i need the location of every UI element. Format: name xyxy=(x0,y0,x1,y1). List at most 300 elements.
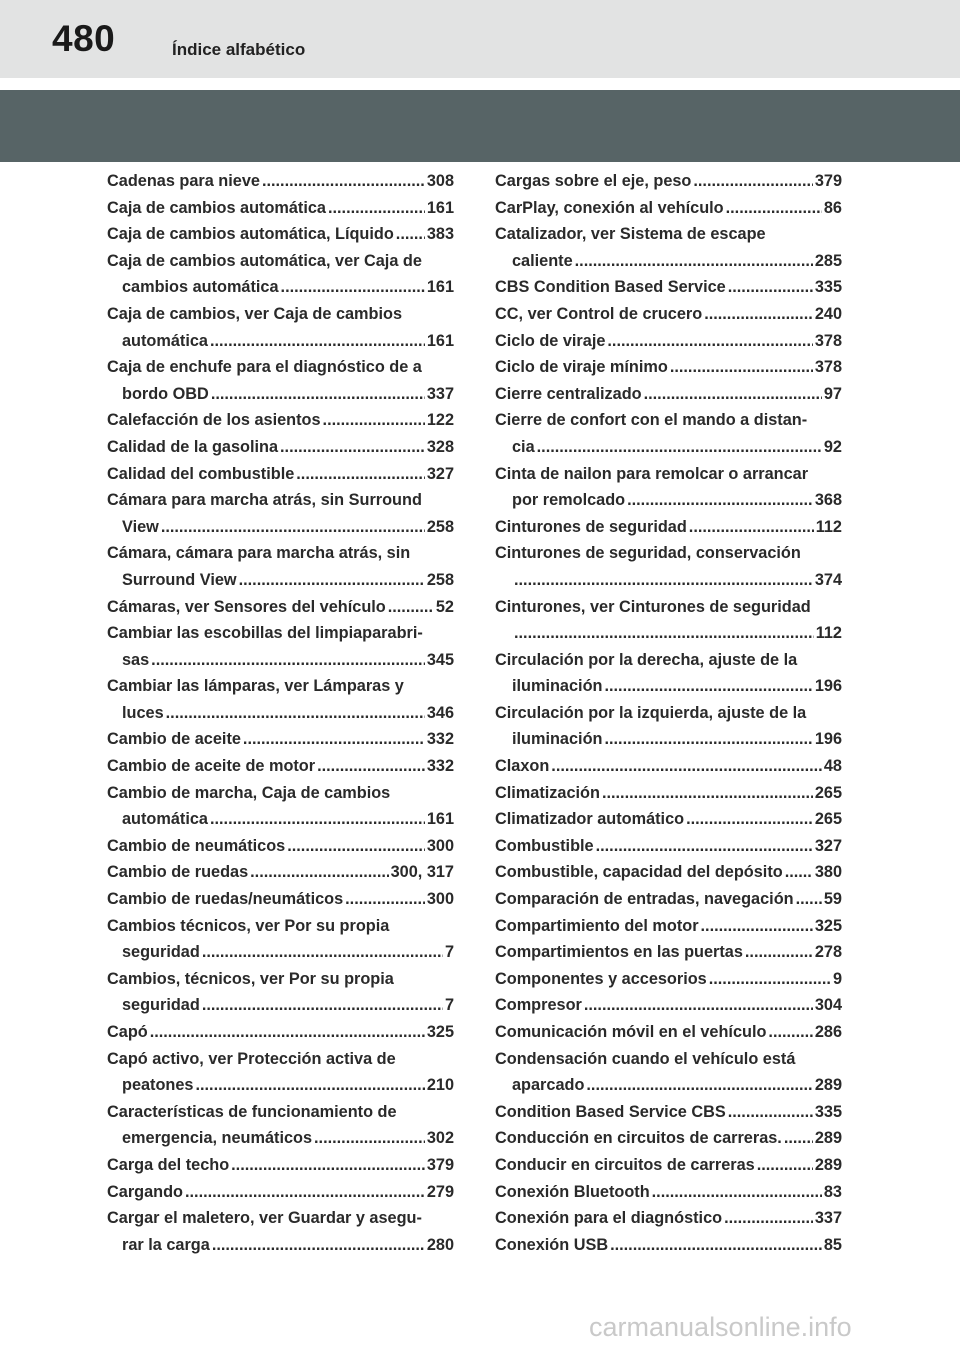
index-entry xyxy=(107,195,454,222)
index-entry-page: 302 xyxy=(426,1129,454,1148)
index-entry-page: 346 xyxy=(426,703,454,722)
index-entry-text: cambios automática xyxy=(122,278,279,297)
leader-dots xyxy=(644,381,822,408)
index-entry-line-with-page xyxy=(107,1152,454,1179)
leader-dots xyxy=(728,1099,813,1126)
index-entry-text: Cambio de aceite xyxy=(107,730,241,749)
index-entry-line-with-page xyxy=(495,1072,842,1099)
index-entry-page: 59 xyxy=(823,890,842,909)
index-entry-line-with-page xyxy=(495,1125,842,1152)
index-column-right xyxy=(495,168,842,1258)
index-entry-line xyxy=(495,540,842,567)
index-entry xyxy=(495,514,842,541)
index-entry-text: seguridad xyxy=(122,943,200,962)
index-entry-line-with-page xyxy=(495,780,842,807)
index-entry-line-with-page xyxy=(107,700,454,727)
index-entry-page: 85 xyxy=(823,1235,842,1254)
index-entry-line-with-page xyxy=(107,221,454,248)
index-entry-line-with-page xyxy=(495,992,842,1019)
index-entry-line-with-page xyxy=(107,381,454,408)
index-entry xyxy=(107,487,454,540)
leader-dots xyxy=(575,248,813,275)
leader-dots xyxy=(670,354,813,381)
index-entry-line-with-page xyxy=(495,354,842,381)
index-entry-line-with-page xyxy=(107,514,454,541)
leader-dots xyxy=(514,620,814,647)
index-entry xyxy=(495,301,842,328)
page-number: 480 xyxy=(52,18,116,59)
index-entry-line-with-page xyxy=(107,992,454,1019)
index-entry-page: 328 xyxy=(426,437,454,456)
index-entry-text: iluminación xyxy=(512,730,603,749)
index-entry-text: Cambio de ruedas xyxy=(107,863,249,882)
index-entry-line-with-page xyxy=(495,487,842,514)
index-entry-line xyxy=(495,594,842,621)
leader-dots xyxy=(689,514,814,541)
index-entry xyxy=(107,434,454,461)
index-entry-line-with-page xyxy=(495,301,842,328)
index-entry xyxy=(495,913,842,940)
index-entry-page: 161 xyxy=(426,331,454,350)
index-entry xyxy=(495,780,842,807)
index-entry-text: Cierre centralizado xyxy=(495,384,642,403)
index-entry-line-with-page xyxy=(495,1019,842,1046)
index-entry-line-with-page xyxy=(495,1179,842,1206)
index-entry-page: 325 xyxy=(814,916,842,935)
index-entry-page: 196 xyxy=(814,677,842,696)
index-entry-text: peatones xyxy=(122,1076,194,1095)
index-entry-page: 332 xyxy=(426,730,454,749)
index-entry xyxy=(495,833,842,860)
index-entry-line-with-page xyxy=(107,726,454,753)
index-entry xyxy=(495,1205,842,1232)
index-entry-text: Conexión USB xyxy=(495,1235,609,1254)
leader-dots xyxy=(195,1072,424,1099)
index-entry-page: 83 xyxy=(823,1182,842,1201)
index-entry-text: Cámara, cámara para marcha atrás, sin xyxy=(107,544,411,563)
index-entry-page: 337 xyxy=(426,384,454,403)
leader-dots xyxy=(728,274,813,301)
index-entry-line-with-page xyxy=(495,913,842,940)
leader-dots xyxy=(396,221,425,248)
index-entry-page: 161 xyxy=(426,810,454,829)
index-entry xyxy=(495,1019,842,1046)
index-entry-page: 383 xyxy=(426,225,454,244)
index-entry-text: Cinturones de seguridad xyxy=(495,517,687,536)
leader-dots xyxy=(586,1072,812,1099)
leader-dots xyxy=(296,461,425,488)
index-entry xyxy=(107,1205,454,1258)
index-entry-page: 9 xyxy=(832,969,842,988)
leader-dots xyxy=(210,806,425,833)
index-entry-page: 112 xyxy=(815,624,842,643)
leader-dots xyxy=(280,434,425,461)
index-entry xyxy=(107,726,454,753)
index-entry-page: 378 xyxy=(814,331,842,350)
leader-dots xyxy=(151,647,425,674)
index-entry-text: Compartimientos en las puertas xyxy=(495,943,743,962)
index-entry-text: Carga del techo xyxy=(107,1155,230,1174)
index-entry-text: Conexión para el diagnóstico xyxy=(495,1209,723,1228)
index-entry-page: 289 xyxy=(814,1129,842,1148)
leader-dots xyxy=(161,514,425,541)
index-entry-line xyxy=(107,1205,454,1232)
index-entry-page: 48 xyxy=(823,757,842,776)
index-entry-text: Combustible xyxy=(495,836,594,855)
index-entry-page: 52 xyxy=(435,597,454,616)
index-entry-text: automática xyxy=(122,331,208,350)
index-entry-page: 335 xyxy=(814,1102,842,1121)
index-entry-line-with-page xyxy=(107,434,454,461)
index-entry-line-with-page xyxy=(107,753,454,780)
index-entry-text: Cambio de ruedas/neumáticos xyxy=(107,890,344,909)
index-entry xyxy=(495,354,842,381)
index-entry-page: 285 xyxy=(814,251,842,270)
index-entry-text: Cargando xyxy=(107,1182,183,1201)
leader-dots xyxy=(784,1125,813,1152)
index-entry-line-with-page xyxy=(495,195,842,222)
index-entry-line-with-page xyxy=(495,806,842,833)
index-entry-line-with-page xyxy=(495,1152,842,1179)
index-entry-line-with-page xyxy=(495,381,842,408)
index-entry-page: 258 xyxy=(426,570,454,589)
leader-dots xyxy=(287,833,425,860)
index-entry-text: Cinta de nailon para remolcar o arrancar xyxy=(495,464,809,483)
index-entry-text: Compartimiento del motor xyxy=(495,916,699,935)
leader-dots xyxy=(314,1125,425,1152)
index-entry-line-with-page xyxy=(107,859,454,886)
leader-dots xyxy=(150,1019,425,1046)
index-entry-line-with-page xyxy=(495,620,842,647)
index-entry-page: 278 xyxy=(814,943,842,962)
index-entry-line xyxy=(107,540,454,567)
index-entry xyxy=(495,1099,842,1126)
index-entry-text: Compresor xyxy=(495,996,582,1015)
index-entry-text: Ciclo de viraje mínimo xyxy=(495,358,668,377)
leader-dots xyxy=(610,1232,822,1259)
index-entry-page: 337 xyxy=(814,1209,842,1228)
index-entry-line-with-page xyxy=(495,248,842,275)
index-entry xyxy=(107,461,454,488)
index-entry xyxy=(495,168,842,195)
index-entry-page: 265 xyxy=(814,783,842,802)
index-entry-page: 327 xyxy=(814,836,842,855)
index-entry xyxy=(107,859,454,886)
index-entry-line xyxy=(107,301,454,328)
leader-dots xyxy=(768,1019,812,1046)
index-entry xyxy=(495,1232,842,1259)
index-entry xyxy=(495,753,842,780)
index-entry-line-with-page xyxy=(107,1179,454,1206)
index-entry-text: Cadenas para nieve xyxy=(107,172,260,190)
leader-dots xyxy=(652,1179,822,1206)
leader-dots xyxy=(345,886,425,913)
index-entry xyxy=(495,1046,842,1099)
index-entry-text: Cinturones, ver Cinturones de seguridad xyxy=(495,597,811,616)
leader-dots xyxy=(239,567,425,594)
index-entry-text: iluminación xyxy=(512,677,603,696)
index-entry-page: 86 xyxy=(823,198,842,217)
leader-dots xyxy=(604,726,812,753)
index-entry-line-with-page xyxy=(107,274,454,301)
index-entry xyxy=(495,700,842,753)
index-entry-line-with-page xyxy=(107,567,454,594)
index-entry-page: 240 xyxy=(814,304,842,323)
index-entry xyxy=(495,859,842,886)
index-entry-text: Calidad del combustible xyxy=(107,464,295,483)
leader-dots xyxy=(250,859,388,886)
index-entry xyxy=(107,753,454,780)
leader-dots xyxy=(166,700,425,727)
index-entry-text: Cargas sobre el eje, peso xyxy=(495,172,692,190)
page-title: Índice alfabético xyxy=(172,40,306,59)
index-entry xyxy=(107,540,454,593)
index-entry-line-with-page xyxy=(495,274,842,301)
index-entry-page: 7 xyxy=(444,996,454,1015)
index-entry-page: 335 xyxy=(814,278,842,297)
index-entry-line xyxy=(107,1099,454,1126)
index-entry-line-with-page xyxy=(107,195,454,222)
index-entry-page: 380 xyxy=(814,863,842,882)
index-entry-text: Circulación por la izquierda, ajuste de la xyxy=(495,703,807,722)
index-entry-text: cia xyxy=(512,437,535,456)
index-entry-page: 332 xyxy=(426,757,454,776)
index-entry-text: aparcado xyxy=(512,1076,585,1095)
index-entry xyxy=(107,301,454,354)
index-entry-page: 286 xyxy=(814,1023,842,1041)
index-entry-text: Conducción en circuitos de carreras. xyxy=(495,1129,782,1148)
index-entry-text: automática xyxy=(122,810,208,829)
index-entry-text: Caja de cambios automática, Líquido xyxy=(107,225,394,244)
leader-dots xyxy=(686,806,813,833)
leader-dots xyxy=(212,1232,425,1259)
leader-dots xyxy=(607,328,812,355)
index-entry-line-with-page xyxy=(107,833,454,860)
leader-dots xyxy=(388,594,434,621)
watermark: carmanualsonline.info xyxy=(589,1312,852,1342)
index-entry-text: Calefacción de los asientos xyxy=(107,411,321,430)
index-entry-text: Caja de enchufe para el diagnóstico de a xyxy=(107,358,422,377)
leader-dots xyxy=(514,567,813,594)
index-entry xyxy=(107,1099,454,1152)
index-entry-text: View xyxy=(122,517,159,536)
leader-dots xyxy=(231,1152,425,1179)
index-entry-page: 300 xyxy=(426,836,454,855)
index-entry-text: Cambios, técnicos, ver Por su propia xyxy=(107,969,394,988)
index-entry-text: Características de funcionamiento de xyxy=(107,1102,397,1121)
index-entry-line-with-page xyxy=(107,1125,454,1152)
index-entry-page: 374 xyxy=(814,570,842,589)
index-entry-text: Cambio de neumáticos xyxy=(107,836,286,855)
index-entry xyxy=(107,1179,454,1206)
index-entry xyxy=(107,594,454,621)
index-entry-text: Cinturones de seguridad, conservación xyxy=(495,544,801,563)
index-entry xyxy=(495,381,842,408)
index-entry-text: emergencia, neumáticos xyxy=(122,1129,313,1148)
index-entry-text: Surround View xyxy=(122,570,237,589)
index-entry-page: 7 xyxy=(444,943,454,962)
index-entry-line-with-page xyxy=(107,461,454,488)
index-entry-line xyxy=(495,647,842,674)
index-entry-text: bordo OBD xyxy=(122,384,209,403)
index-entry-page: 258 xyxy=(426,517,454,536)
index-entry-line-with-page xyxy=(495,886,842,913)
index-entry-line-with-page xyxy=(107,1072,454,1099)
index-entry-page: 368 xyxy=(814,491,842,510)
index-entry-line-with-page xyxy=(495,859,842,886)
leader-dots xyxy=(724,1205,813,1232)
index-entry-line xyxy=(107,780,454,807)
index-entry-text: Cambio de marcha, Caja de cambios xyxy=(107,783,391,802)
index-entry-text: Cámara para marcha atrás, sin Surround xyxy=(107,491,422,510)
index-column-left xyxy=(107,168,454,1258)
index-entry xyxy=(495,195,842,222)
index-entry-line-with-page xyxy=(495,328,842,355)
index-entry xyxy=(495,966,842,993)
leader-dots xyxy=(262,168,425,195)
index-entry-text: Cámaras, ver Sensores del vehículo xyxy=(107,597,386,616)
index-entry-text: Capó xyxy=(107,1023,148,1041)
index-entry-line xyxy=(107,673,454,700)
leader-dots xyxy=(210,328,425,355)
index-entry-line xyxy=(495,700,842,727)
index-entry xyxy=(495,221,842,274)
index-entry-text: Condensación cuando el vehículo está xyxy=(495,1049,796,1068)
index-entry-line-with-page xyxy=(107,647,454,674)
index-entry xyxy=(107,354,454,407)
index-entry-line-with-page xyxy=(495,726,842,753)
index-entry-page: 92 xyxy=(823,437,842,456)
leader-dots xyxy=(701,913,813,940)
index-entry xyxy=(495,1179,842,1206)
index-entry-page: 265 xyxy=(814,810,842,829)
index-entry-line-with-page xyxy=(107,1232,454,1259)
header-band xyxy=(0,90,960,162)
index-entry-line xyxy=(107,913,454,940)
leader-dots xyxy=(745,939,813,966)
leader-dots xyxy=(202,939,443,966)
index-entry-page: 210 xyxy=(426,1076,454,1095)
index-entry-line-with-page xyxy=(495,939,842,966)
index-entry-text: Catalizador, ver Sistema de escape xyxy=(495,225,766,244)
index-entry xyxy=(495,594,842,647)
index-entry-line-with-page xyxy=(495,434,842,461)
leader-dots xyxy=(202,992,443,1019)
index-entry-page: 345 xyxy=(426,650,454,669)
index-entry-page: 122 xyxy=(426,411,454,430)
index-entry-page: 280 xyxy=(426,1235,454,1254)
index-entry xyxy=(107,913,454,966)
index-entry-page: 378 xyxy=(814,358,842,377)
index-entry-text: Cambiar las escobillas del limpiaparabri- xyxy=(107,624,423,643)
index-entry-line-with-page xyxy=(107,407,454,434)
leader-dots xyxy=(317,753,425,780)
index-entry-line-with-page xyxy=(495,1205,842,1232)
index-entry-text: Capó activo, ver Protección activa de xyxy=(107,1049,396,1068)
index-entry xyxy=(495,328,842,355)
leader-dots xyxy=(709,966,831,993)
index-entry xyxy=(107,673,454,726)
index-entry-text: Calidad de la gasolina xyxy=(107,437,279,456)
leader-dots xyxy=(704,301,813,328)
index-entry-text: Caja de cambios automática xyxy=(107,198,326,217)
index-entry xyxy=(495,992,842,1019)
index-entry-line xyxy=(495,407,842,434)
index-entry xyxy=(107,886,454,913)
index-entry-line-with-page xyxy=(107,328,454,355)
index-entry-line xyxy=(495,461,842,488)
index-entry-text: Claxon xyxy=(495,757,550,776)
index-entry-text: Componentes y accesorios xyxy=(495,969,707,988)
leader-dots xyxy=(584,992,813,1019)
index-entry xyxy=(107,221,454,248)
leader-dots xyxy=(328,195,425,222)
leader-dots xyxy=(243,726,425,753)
index-entry-line-with-page xyxy=(495,753,842,780)
index-entry-text: por remolcado xyxy=(512,491,626,510)
index-entry-line-with-page xyxy=(495,966,842,993)
index-entry-line-with-page xyxy=(107,806,454,833)
index-entry-text: sas xyxy=(122,650,150,669)
index-entry-line xyxy=(107,966,454,993)
index-entry-page: 300, 317 xyxy=(390,863,454,882)
index-entry-page: 161 xyxy=(426,278,454,297)
leader-dots xyxy=(693,168,812,195)
leader-dots xyxy=(551,753,822,780)
index-entry xyxy=(495,1125,842,1152)
index-entry-text: Circulación por la derecha, ajuste de la xyxy=(495,650,798,669)
index-entry-text: Climatizador automático xyxy=(495,810,685,829)
index-entry-line xyxy=(107,248,454,275)
leader-dots xyxy=(757,1152,813,1179)
index-entry-text: CC, ver Control de crucero xyxy=(495,304,703,323)
index-entry-text: Climatización xyxy=(495,783,600,802)
index-entry-line xyxy=(107,1046,454,1073)
leader-dots xyxy=(627,487,813,514)
leader-dots xyxy=(602,780,813,807)
index-entry-line-with-page xyxy=(107,886,454,913)
index-entry-text: rar la carga xyxy=(122,1235,210,1254)
index-entry-page: 289 xyxy=(814,1076,842,1095)
index-entry xyxy=(107,1152,454,1179)
index-entry-page: 304 xyxy=(814,996,842,1015)
index-entry-line-with-page xyxy=(495,567,842,594)
index-entry-text: CarPlay, conexión al vehículo xyxy=(495,198,724,217)
index-entry-text: Conexión Bluetooth xyxy=(495,1182,650,1201)
index-entry-line-with-page xyxy=(495,168,842,195)
index-entry-line xyxy=(107,620,454,647)
index-entry-text: Caja de cambios, ver Caja de cambios xyxy=(107,304,403,323)
index-entry xyxy=(495,806,842,833)
leader-dots xyxy=(281,274,425,301)
index-entry xyxy=(495,939,842,966)
index-entry xyxy=(495,407,842,460)
index-entry-line xyxy=(107,354,454,381)
index-entry-text: Cargar el maletero, ver Guardar y asegu- xyxy=(107,1209,422,1228)
index-entry-line-with-page xyxy=(495,833,842,860)
index-entry-line xyxy=(107,487,454,514)
index-entry-text: CBS Condition Based Service xyxy=(495,278,726,297)
index-entry-text: Cambios técnicos, ver Por su propia xyxy=(107,916,390,935)
index-entry-line-with-page xyxy=(107,168,454,195)
leader-dots xyxy=(211,381,425,408)
index-entry-page: 97 xyxy=(823,384,842,403)
index-entry-text: Combustible, capacidad del depósito xyxy=(495,863,783,882)
index-entry-page: 379 xyxy=(426,1155,454,1174)
leader-dots xyxy=(785,859,813,886)
index-entry-page: 196 xyxy=(814,730,842,749)
index-entry-line-with-page xyxy=(495,514,842,541)
